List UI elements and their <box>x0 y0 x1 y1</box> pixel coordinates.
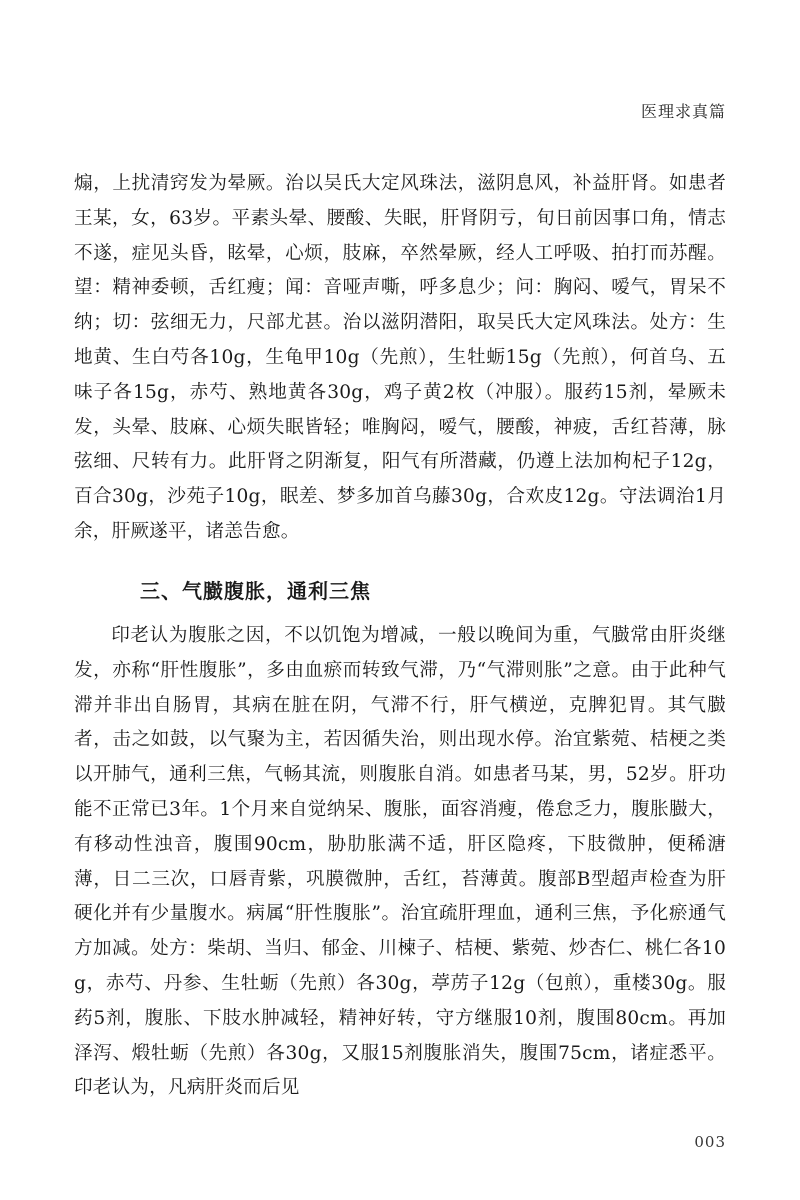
header-rule <box>74 128 726 129</box>
body-paragraph-continued: 煽，上扰清窍发为晕厥。治以吴氏大定风珠法，滋阴息风，补益肝肾。如患者王某，女，63岁。平素头晕、腰酸、失眠，肝肾阴亏，旬日前因事口角，情志不遂，症见头昏，眩晕，心烦，肢麻，卒然晕厥，经人工呼吸、拍打而苏醒。望：精神委顿，舌红瘦；闻：音哑声嘶，呼多息少；问：胸闷、嗳气，胃呆不纳；切：弦细无力，尺部尤甚。治以滋阴潜阳，取吴氏大定风珠法。处方：生地黄、生白芍各10g，生龟甲10g（先煎），生牡蛎15g（先煎），何首乌、五味子各15g，赤芍、熟地黄各30g，鸡子黄2枚（冲服）。服药15剂，晕厥未发，头晕、肢麻、心烦失眠皆轻；唯胸闷，嗳气，腰酸，神疲，舌红苔薄，脉弦细、尺转有力。此肝肾之阴渐复，阳气有所潜藏，仍遵上法加枸杞子12g，百合30g，沙苑子10g，眠差、梦多加首乌藤30g，合欢皮12g。守法调治1月余，肝厥遂平，诸恙告愈。 <box>74 173 726 542</box>
continued-paragraph-block <box>74 167 726 550</box>
running-header-title: 医理求真篇 <box>640 102 726 121</box>
page-number: 003 <box>694 1133 726 1151</box>
section-heading: 三、气臌腹胀，通利三焦 <box>140 579 371 603</box>
section-paragraph-block <box>74 619 726 1106</box>
body-paragraph-section: 印老认为腹胀之因，不以饥饱为增减，一般以晚间为重，气臌常由肝炎继发，亦称“肝性腹胀”，多由血瘀而转致气滞，乃“气滞则胀”之意。由于此种气滞并非出自肠胃，其病在脏在阴，气滞不行，肝气横逆，克脾犯胃。其气臌者，击之如鼓，以气聚为主，若因循失治，则出现水停。治宜紫菀、桔梗之类以开肺气，通利三焦，气畅其流，则腹胀自消。如患者马某，男，52岁。肝功能不正常已3年。1个月来自觉纳呆、腹胀，面容消瘦，倦怠乏力，腹胀臌大，有移动性浊音，腹围90cm，胁肋胀满不适，肝区隐疼，下肢微肿，便稀溏薄，日二三次，口唇青紫，巩膜微肿，舌红，苔薄黄。腹部B型超声检查为肝硬化并有少量腹水。病属“肝性腹胀”。治宜疏肝理血，通利三焦，予化瘀通气方加减。处方：柴胡、当归、郁金、川楝子、桔梗、紫菀、炒杏仁、桃仁各10g，赤芍、丹参、生牡蛎（先煎）各30g，葶苈子12g（包煎），重楼30g。服药5剂，腹胀、下肢水肿减轻，精神好转，守方继服10剂，腹围80cm。再加泽泻、煅牡蛎（先煎）各30g，又服15剂腹胀消失，腹围75cm，诸症悉平。印老认为，凡病肝炎而后见 <box>74 625 726 1099</box>
